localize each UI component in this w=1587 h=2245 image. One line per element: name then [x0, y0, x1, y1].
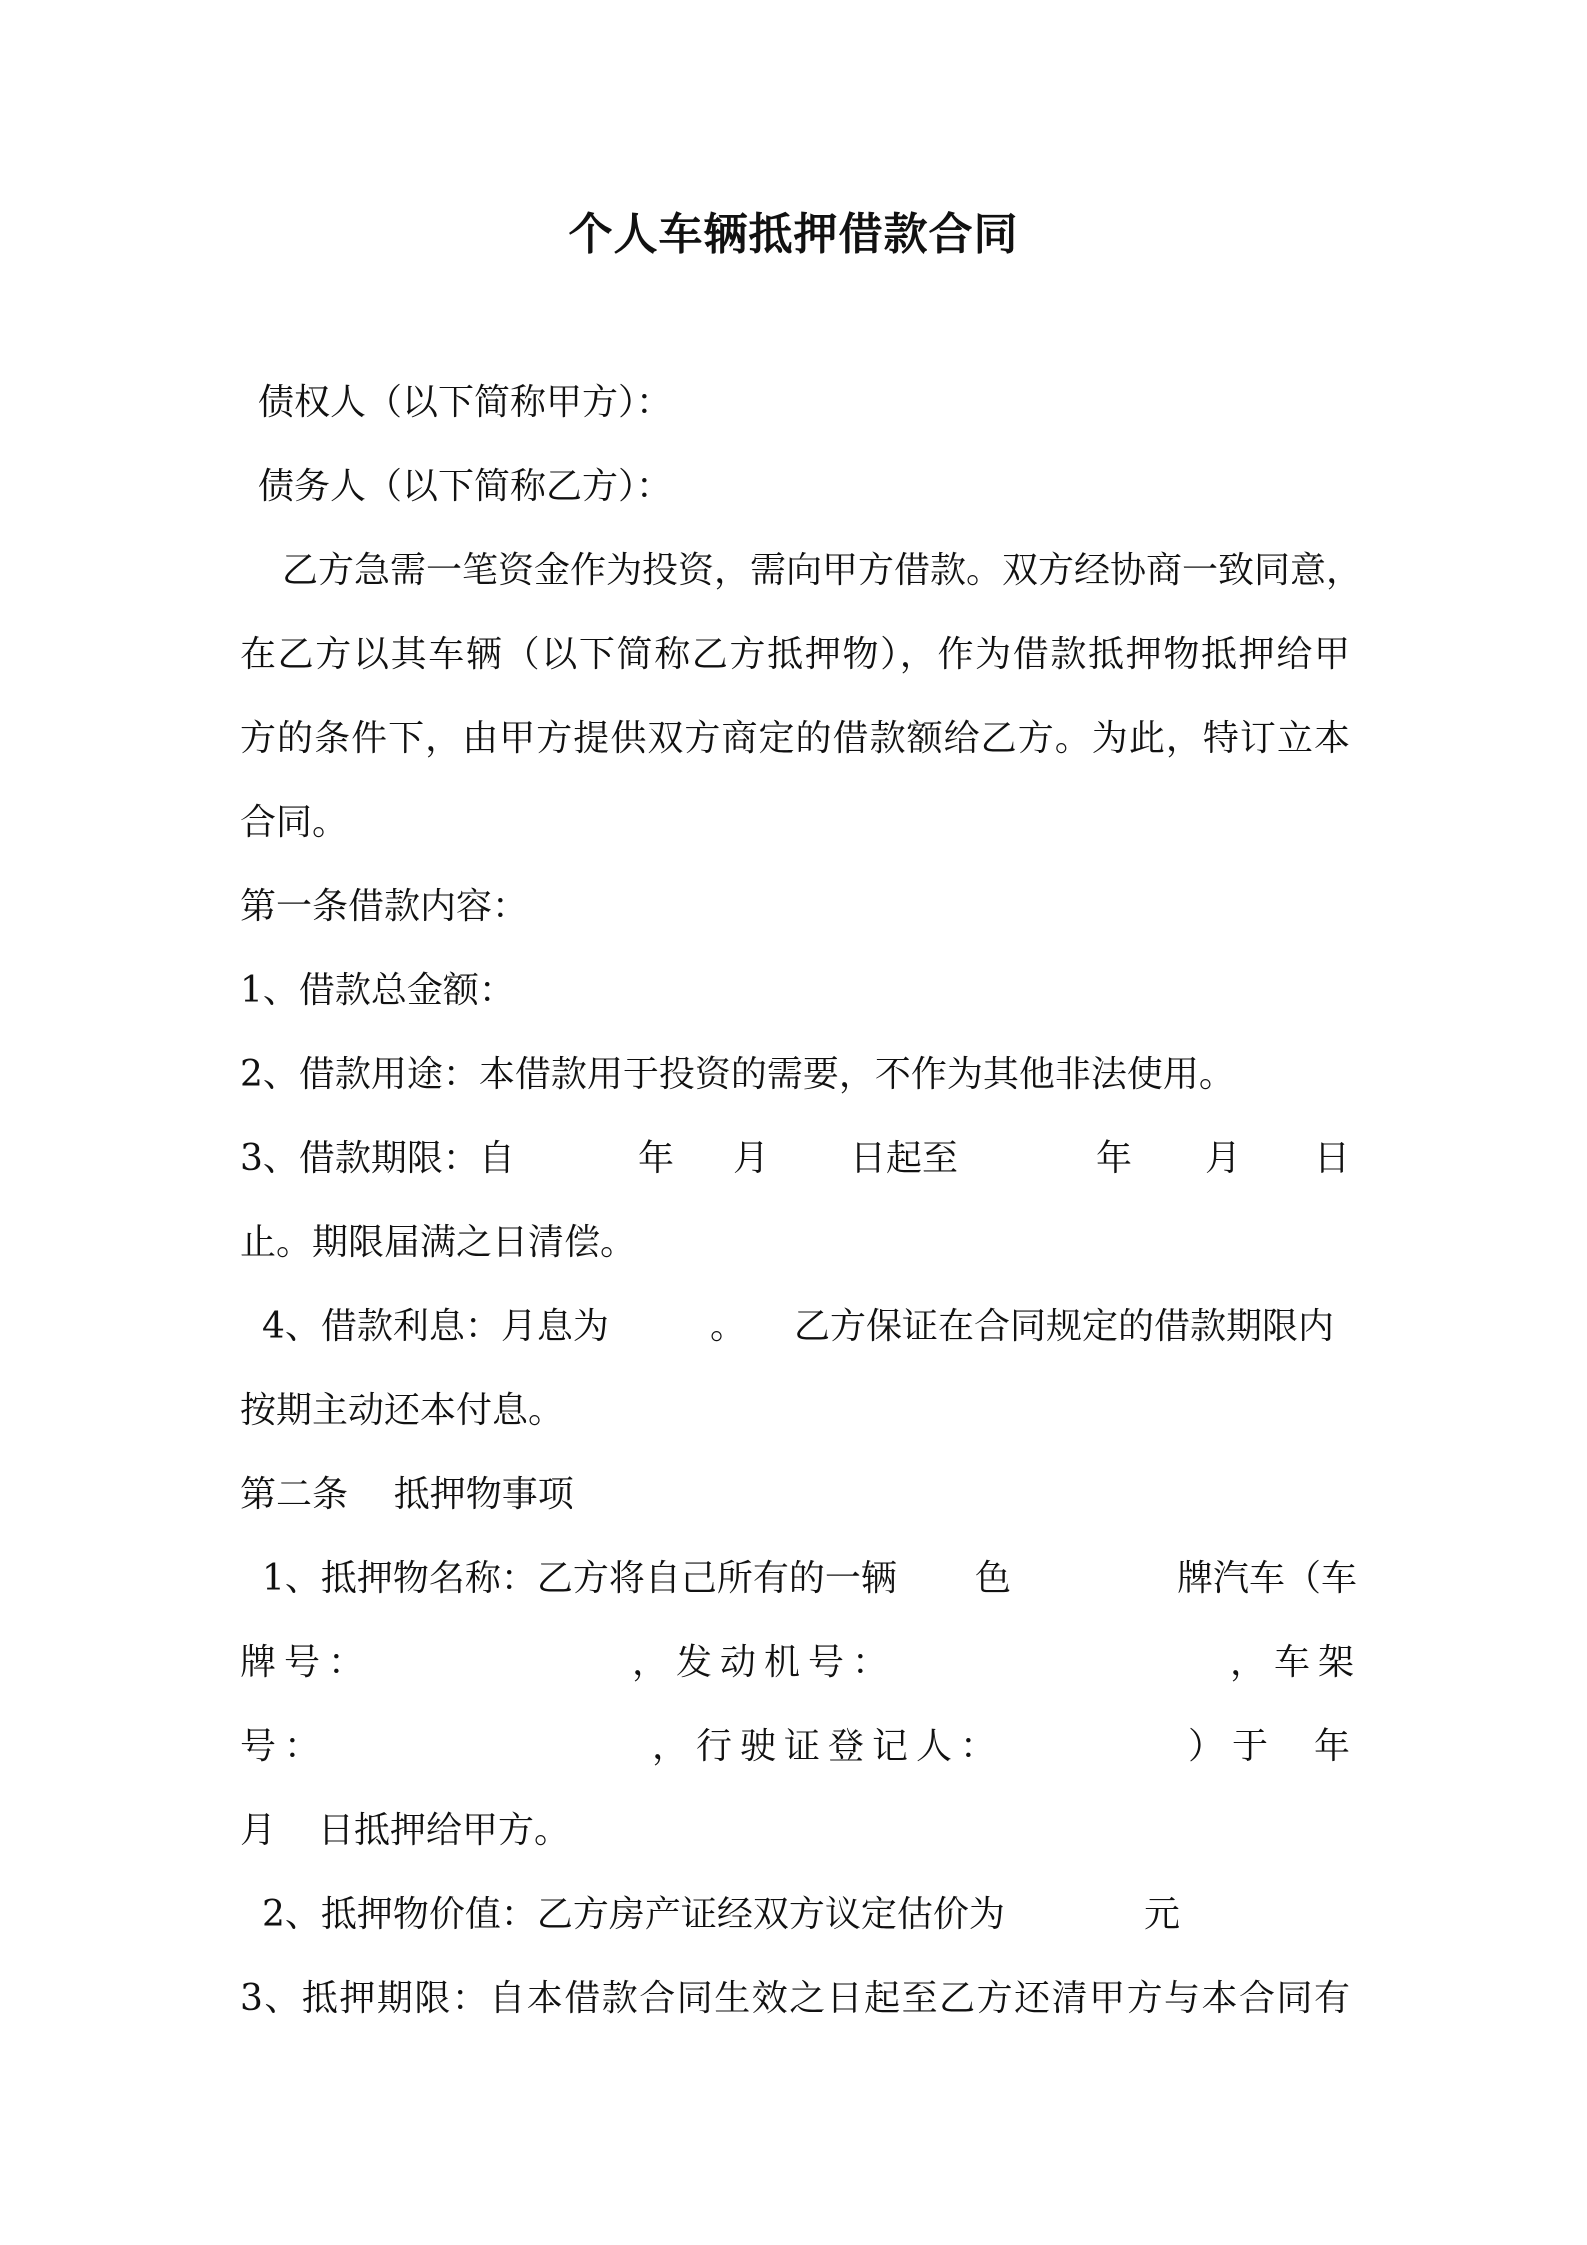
item1-brand: 牌汽车（车: [1177, 1558, 1358, 1599]
debtor-line: 债务人（以下简称乙方）：: [258, 466, 673, 507]
intro-line: 在乙方以其车辆（以下简称乙方抵押物），作为借款抵押物抵押给甲: [240, 634, 1350, 675]
item3-label: 3、借款期限：自: [240, 1138, 515, 1179]
article1-item1: 1、借款总金额：: [240, 970, 515, 1011]
item4-period: 。: [710, 1306, 747, 1347]
date-on-label: ）于: [1188, 1726, 1277, 1767]
pledge-to-label: 日抵押给甲方。: [318, 1810, 571, 1851]
item1-label: 1、抵押物名称：乙方将自己所有的一辆: [262, 1558, 897, 1599]
date-month-label: 月: [240, 1810, 277, 1851]
item3-year: 年: [638, 1138, 675, 1179]
item4-guarantee: 乙方保证在合同规定的借款期限内: [794, 1306, 1335, 1347]
document-title: 个人车辆抵押借款合同: [568, 209, 1019, 260]
value-label: 2、抵押物价值：乙方房产证经双方议定估价为: [262, 1894, 1005, 1935]
date-year-label: 年: [1314, 1726, 1351, 1767]
intro-line: 合同。: [240, 802, 349, 843]
item1-color: 色: [975, 1558, 1012, 1599]
item3-day-2: 日: [1314, 1138, 1351, 1179]
item3-year-2: 年: [1096, 1138, 1133, 1179]
engine-label: ，发动机号：: [632, 1642, 897, 1683]
item3-month-2: 月: [1205, 1138, 1242, 1179]
frame-label: ，车架: [1230, 1642, 1363, 1683]
plate-label: 牌号：: [240, 1642, 373, 1683]
item3-month: 月: [733, 1138, 770, 1179]
intro-line: 方的条件下，由甲方提供双方商定的借款额给乙方。为此，特订立本: [240, 718, 1350, 759]
article2-heading: 第二条 抵押物事项: [240, 1474, 574, 1515]
frame-number-label: 号：: [240, 1726, 329, 1767]
creditor-line: 债权人（以下简称甲方）：: [258, 382, 673, 423]
article1-item3-end: 止。期限届满之日清偿。: [240, 1222, 637, 1263]
article2-item3: 3、抵押期限：自本借款合同生效之日起至乙方还清甲方与本合同有: [240, 1978, 1350, 2019]
registrant-label: ，行驶证登记人：: [652, 1726, 1005, 1767]
article1-item2: 2、借款用途：本借款用于投资的需要，不作为其他非法使用。: [240, 1054, 1235, 1095]
item4-label: 4、借款利息：月息为: [262, 1306, 609, 1347]
intro-line: 乙方急需一笔资金作为投资，需向甲方借款。双方经协商一致同意，: [282, 550, 1363, 591]
article1-heading: 第一条借款内容：: [240, 886, 529, 927]
item3-day-from: 日起至: [850, 1138, 959, 1179]
article1-item4-end: 按期主动还本付息。: [240, 1390, 565, 1431]
value-unit: 元: [1144, 1894, 1181, 1935]
